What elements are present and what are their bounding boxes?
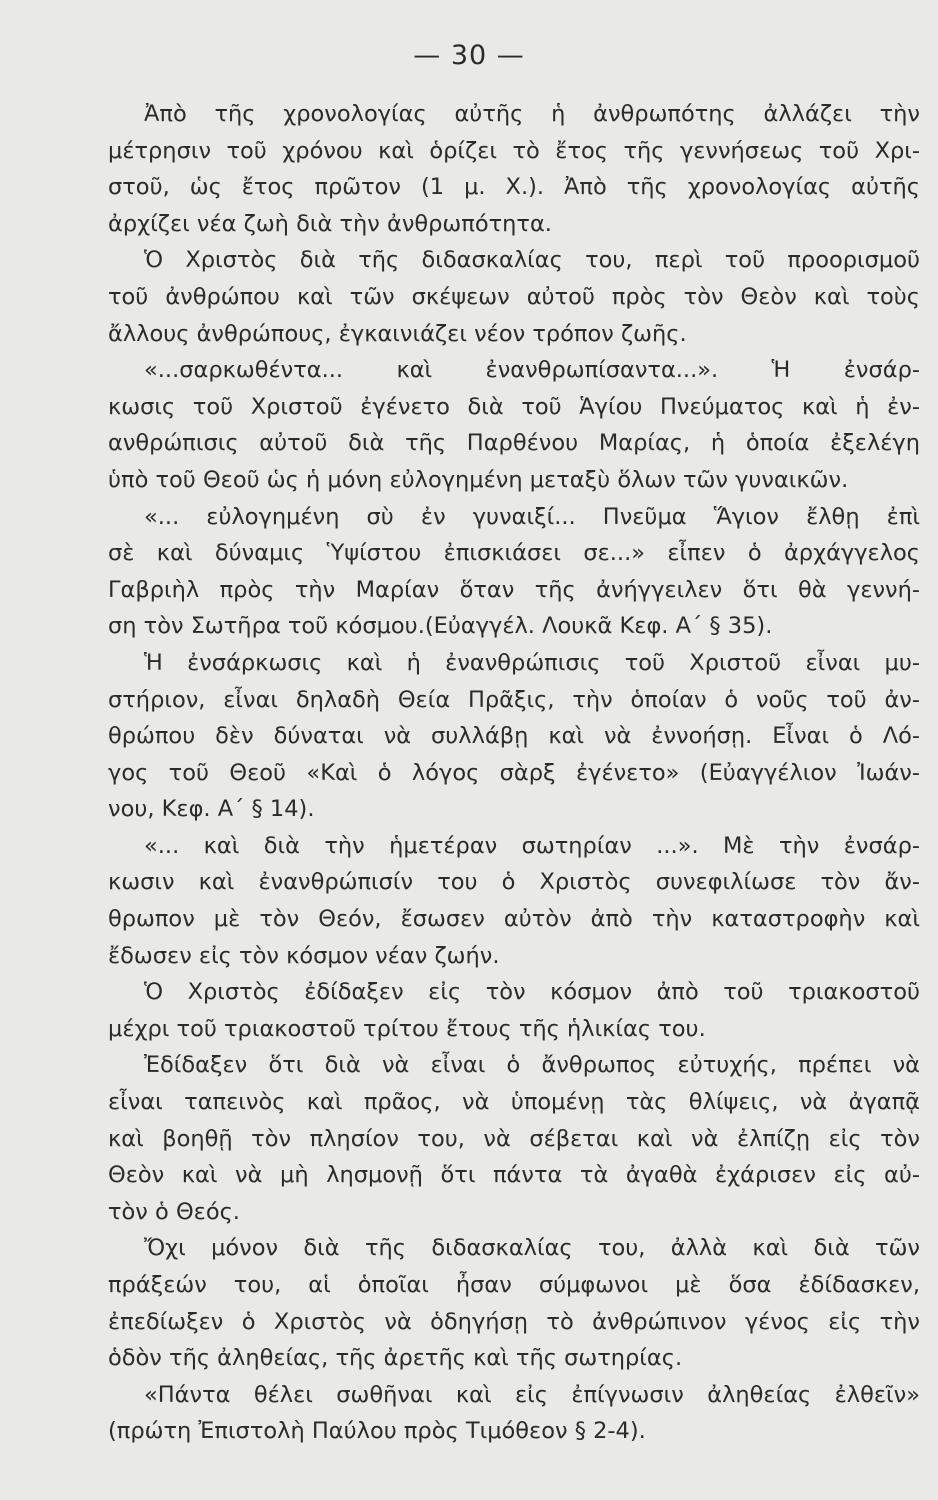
text-line: Ὁ Χριστὸς ἐδίδαξεν εἰς τὸν κόσμον ἀπὸ τοῦ τριακοστοῦ: [144, 979, 920, 1006]
text-line: Ἐδίδαξεν ὅτι διὰ νὰ εἶναι ὁ ἄνθρωπος εὐτυχής, πρέπει νὰ: [144, 1052, 920, 1079]
text-line: τοῦ ἀνθρώπου καὶ τῶν σκέψεων αὐτοῦ πρὸς τὸν Θεὸν καὶ τοὺς: [108, 283, 920, 310]
text-line: θρώπου δὲν δύναται νὰ συλλάβῃ καὶ νὰ ἐννοήσῃ. Εἶναι ὁ Λό-: [108, 723, 920, 750]
text-line: γος τοῦ Θεοῦ «Καὶ ὁ λόγος σὰρξ ἐγένετο» (Εὐαγγέλιον Ἰωάν-: [108, 759, 920, 786]
text-line: στοῦ, ὡς ἔτος πρῶτον (1 μ. Χ.). Ἀπὸ τῆς χρονολογίας αὐτῆς: [108, 174, 920, 201]
text-line: ἐπεδίωξεν ὁ Χριστὸς νὰ ὁδηγήσῃ τὸ ἀνθρώπινον γένος εἰς τὴν: [108, 1308, 920, 1335]
text-line: (πρώτη Ἐπιστολὴ Παύλου πρὸς Τιμόθεον § 2-4).: [108, 1418, 646, 1445]
body-text: [108, 96, 920, 1450]
text-line: Ὄχι μόνον διὰ τῆς διδασκαλίας του, ἀλλὰ καὶ διὰ τῶν: [144, 1235, 920, 1262]
text-line: ὑπὸ τοῦ Θεοῦ ὡς ἡ μόνη εὐλογημένη μεταξὺ ὅλων τῶν γυναικῶν.: [108, 466, 849, 493]
text-line: Θεὸν καὶ νὰ μὴ λησμονῇ ὅτι πάντα τὰ ἀγαθὰ ἐχάρισεν εἰς αὐ-: [108, 1162, 920, 1189]
text-line: ση τὸν Σωτῆρα τοῦ κόσμου.(Εὐαγγέλ. Λουκᾶ Κεφ. Α΄ § 35).: [108, 613, 773, 640]
text-line: κωσιν καὶ ἐνανθρώπισίν του ὁ Χριστὸς συνεφιλίωσε τὸν ἄν-: [108, 869, 920, 896]
text-line: ἔδωσεν εἰς τὸν κόσμον νέαν ζωήν.: [108, 942, 500, 969]
text-line: «Πάντα θέλει σωθῆναι καὶ εἰς ἐπίγνωσιν ἀληθείας ἐλθεῖν»: [144, 1381, 920, 1408]
text-line: κωσις τοῦ Χριστοῦ ἐγένετο διὰ τοῦ Ἁγίου Πνεύματος καὶ ἡ ἐν-: [108, 393, 920, 420]
text-line: ανθρώπισις αὐτοῦ διὰ τῆς Παρθένου Μαρίας, ἡ ὁποία ἐξελέγη: [108, 430, 920, 457]
text-line: θρωπον μὲ τὸν Θεόν, ἔσωσεν αὐτὸν ἀπὸ τὴν καταστροφὴν καὶ: [108, 906, 920, 933]
text-line: μέχρι τοῦ τριακοστοῦ τρίτου ἔτους τῆς ἡλικίας του.: [108, 1015, 706, 1042]
text-line: πράξεών του, αἱ ὁποῖαι ἦσαν σύμφωνοι μὲ ὅσα ἐδίδασκεν,: [108, 1272, 920, 1298]
text-line: σὲ καὶ δύναμις Ὑψίστου ἐπισκιάσει σε...» εἶπεν ὁ ἀρχάγγελος: [108, 540, 920, 567]
text-line: «...σαρκωθέντα... καὶ ἐνανθρωπίσαντα...». Ἡ ἐνσάρ-: [144, 357, 920, 384]
text-line: Ἀπὸ τῆς χρονολογίας αὐτῆς ἡ ἀνθρωπότης ἀλλάζει τὴν: [144, 101, 920, 127]
text-line: Ὁ Χριστὸς διὰ τῆς διδασκαλίας του, περὶ τοῦ προορισμοῦ: [144, 247, 920, 274]
text-line: Ἡ ἐνσάρκωσις καὶ ἡ ἐνανθρώπισις τοῦ Χριστοῦ εἶναι μυ-: [144, 649, 920, 676]
text-line: ἄλλους ἀνθρώπους, ἐγκαινιάζει νέον τρόπον ζωῆς.: [108, 320, 687, 347]
text-line: μέτρησιν τοῦ χρόνου καὶ ὁρίζει τὸ ἔτος τῆς γεννήσεως τοῦ Χρι-: [108, 137, 920, 164]
text-line: «... εὐλογημένη σὺ ἐν γυναιξί... Πνεῦμα Ἅγιον ἔλθῃ ἐπὶ: [144, 503, 920, 530]
text-line: «... καὶ διὰ τὴν ἡμετέραν σωτηρίαν ...». Μὲ τὴν ἐνσάρ-: [144, 832, 920, 859]
text-line: νου, Κεφ. Α΄ § 14).: [108, 796, 315, 823]
text-line: στήριον, εἶναι δηλαδὴ Θεία Πρᾶξις, τὴν ὁποίαν ὁ νοῦς τοῦ ἀν-: [108, 686, 920, 713]
text-line: τὸν ὁ Θεός.: [108, 1198, 240, 1225]
text-line: Γαβριὴλ πρὸς τὴν Μαρίαν ὅταν τῆς ἀνήγγειλεν ὅτι θὰ γεννή-: [108, 576, 920, 603]
text-line: εἶναι ταπεινὸς καὶ πρᾶος, νὰ ὑπομένῃ τὰς θλίψεις, νὰ ἀγαπᾷ: [108, 1089, 920, 1116]
page-number: — 30 —: [413, 40, 525, 71]
text-line: ἀρχίζει νέα ζωὴ διὰ τὴν ἀνθρωπότητα.: [108, 210, 552, 237]
text-line: καὶ βοηθῇ τὸν πλησίον του, νὰ σέβεται καὶ νὰ ἐλπίζῃ εἰς τὸν: [108, 1125, 920, 1152]
text-line: ὁδὸν τῆς ἀληθείας, τῆς ἀρετῆς καὶ τῆς σωτηρίας.: [108, 1345, 683, 1372]
